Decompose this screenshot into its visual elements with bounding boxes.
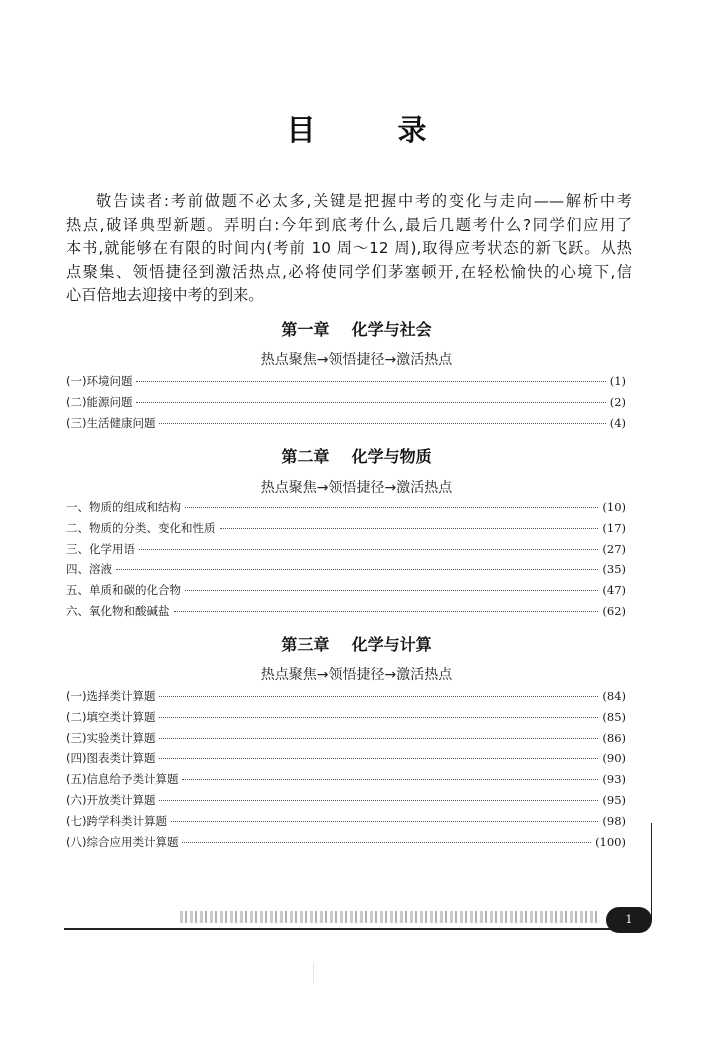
intro-paragraph <box>66 190 632 308</box>
chapter-1-toc <box>66 373 626 435</box>
toc-entry-page: (47) <box>602 583 626 598</box>
toc-entry-label: (七)跨学科类计算题 <box>66 813 167 828</box>
toc-entry-label: 四、溶液 <box>66 562 112 577</box>
page-number-badge: 1 <box>606 907 652 933</box>
leader-dots <box>185 507 598 508</box>
toc-entry-label: 一、物质的组成和结构 <box>66 500 181 514</box>
leader-dots <box>159 738 598 739</box>
chapter-2-subtitle: 热点聚焦→领悟捷径→激活热点 <box>260 480 453 496</box>
leader-dots <box>136 381 605 382</box>
chapter-2-toc <box>66 499 626 624</box>
toc-entry-page: (98) <box>602 813 626 828</box>
page-title: 目 录 <box>286 113 463 147</box>
toc-entry-page: (17) <box>602 520 626 535</box>
toc-entry-page: (1) <box>609 374 626 388</box>
toc-entry-page: (95) <box>602 792 626 807</box>
toc-entry-page: (62) <box>602 603 626 618</box>
toc-entry-label: (二)能源问题 <box>66 394 133 409</box>
leader-dots <box>171 821 598 822</box>
toc-entry[interactable] <box>66 688 626 709</box>
toc-entry-page: (100) <box>595 834 626 849</box>
scan-smudge <box>313 963 328 983</box>
chapter-3-title: 第三章 化学与计算 <box>281 635 432 654</box>
toc-entry[interactable] <box>66 499 626 520</box>
toc-entry-label: (五)信息给予类计算题 <box>66 772 179 787</box>
intro-line: 敬告读者:考前做题不必太多,关键是把握中考的变化与走向——解析中考 <box>96 192 632 210</box>
toc-entry[interactable] <box>66 792 626 813</box>
toc-entry-label: (二)填空类计算题 <box>66 709 156 724</box>
toc-entry[interactable] <box>66 750 626 771</box>
toc-entry[interactable] <box>66 709 626 730</box>
toc-entry[interactable] <box>66 603 626 624</box>
intro-line: 点聚集、领悟捷径到激活热点,必将使同学们茅塞顿开,在轻松愉快的心境下,信 <box>66 262 632 281</box>
leader-dots <box>136 402 605 403</box>
toc-entry[interactable] <box>66 834 626 855</box>
leader-dots <box>116 569 598 570</box>
toc-entry-label: 六、氧化物和酸碱盐 <box>66 603 170 618</box>
toc-entry-page: (27) <box>602 541 626 556</box>
toc-entry-page: (86) <box>602 730 626 745</box>
leader-dots <box>159 717 598 718</box>
toc-entry-label: 三、化学用语 <box>66 541 135 556</box>
toc-entry[interactable] <box>66 771 626 792</box>
leader-dots <box>159 758 598 759</box>
toc-entry-label: (一)环境问题 <box>66 374 133 388</box>
toc-entry-page: (93) <box>602 772 626 787</box>
toc-entry-page: (85) <box>602 709 626 724</box>
leader-dots <box>139 549 598 550</box>
toc-entry[interactable] <box>66 541 626 562</box>
chapter-3-toc <box>66 688 626 854</box>
toc-entry[interactable] <box>66 730 626 751</box>
toc-entry[interactable] <box>66 561 626 582</box>
toc-entry-label: (三)实验类计算题 <box>66 730 156 745</box>
leader-dots <box>220 528 599 529</box>
toc-entry-page: (84) <box>602 689 626 703</box>
chapter-1-title: 第一章 化学与社会 <box>281 320 432 339</box>
toc-entry[interactable] <box>66 582 626 603</box>
toc-entry[interactable] <box>66 415 626 436</box>
leader-dots <box>174 611 599 612</box>
toc-entry-page: (4) <box>609 415 626 430</box>
toc-entry-page: (35) <box>602 562 626 577</box>
margin-rule <box>651 823 652 919</box>
chapter-2-title: 第二章 化学与物质 <box>281 447 432 466</box>
toc-entry[interactable] <box>66 394 626 415</box>
intro-line: 本书,就能够在有限的时间内(考前 10 周～12 周),取得应考状态的新飞跃。从热 <box>66 239 632 257</box>
toc-entry[interactable] <box>66 813 626 834</box>
toc-entry[interactable] <box>66 520 626 541</box>
toc-entry-label: (三)生活健康问题 <box>66 415 156 430</box>
toc-entry[interactable] <box>66 373 626 394</box>
chapter-3-subtitle: 热点聚焦→领悟捷径→激活热点 <box>260 667 453 683</box>
toc-entry-label: (八)综合应用类计算题 <box>66 834 179 849</box>
toc-entry-label: (六)开放类计算题 <box>66 792 156 807</box>
toc-entry-label: 五、单质和碳的化合物 <box>66 583 181 598</box>
footer-rule <box>64 928 624 930</box>
intro-line: 心百倍地去迎接中考的到来。 <box>66 286 264 304</box>
intro-line: 热点,破译典型新题。弄明白:今年到底考什么,最后几题考什么?同学们应用了 <box>66 215 632 234</box>
leader-dots <box>182 842 591 843</box>
leader-dots <box>159 696 598 697</box>
toc-entry-label: 二、物质的分类、变化和性质 <box>66 520 216 535</box>
toc-entry-label: (一)选择类计算题 <box>66 689 156 703</box>
toc-entry-label: (四)图表类计算题 <box>66 751 156 766</box>
leader-dots <box>159 800 598 801</box>
leader-dots <box>159 423 605 424</box>
toc-entry-page: (2) <box>609 394 626 409</box>
toc-entry-page: (10) <box>602 500 626 514</box>
footer-decoration <box>180 911 600 923</box>
chapter-1-subtitle: 热点聚焦→领悟捷径→激活热点 <box>260 352 453 368</box>
toc-entry-page: (90) <box>602 751 626 766</box>
leader-dots <box>185 590 598 591</box>
leader-dots <box>182 779 598 780</box>
